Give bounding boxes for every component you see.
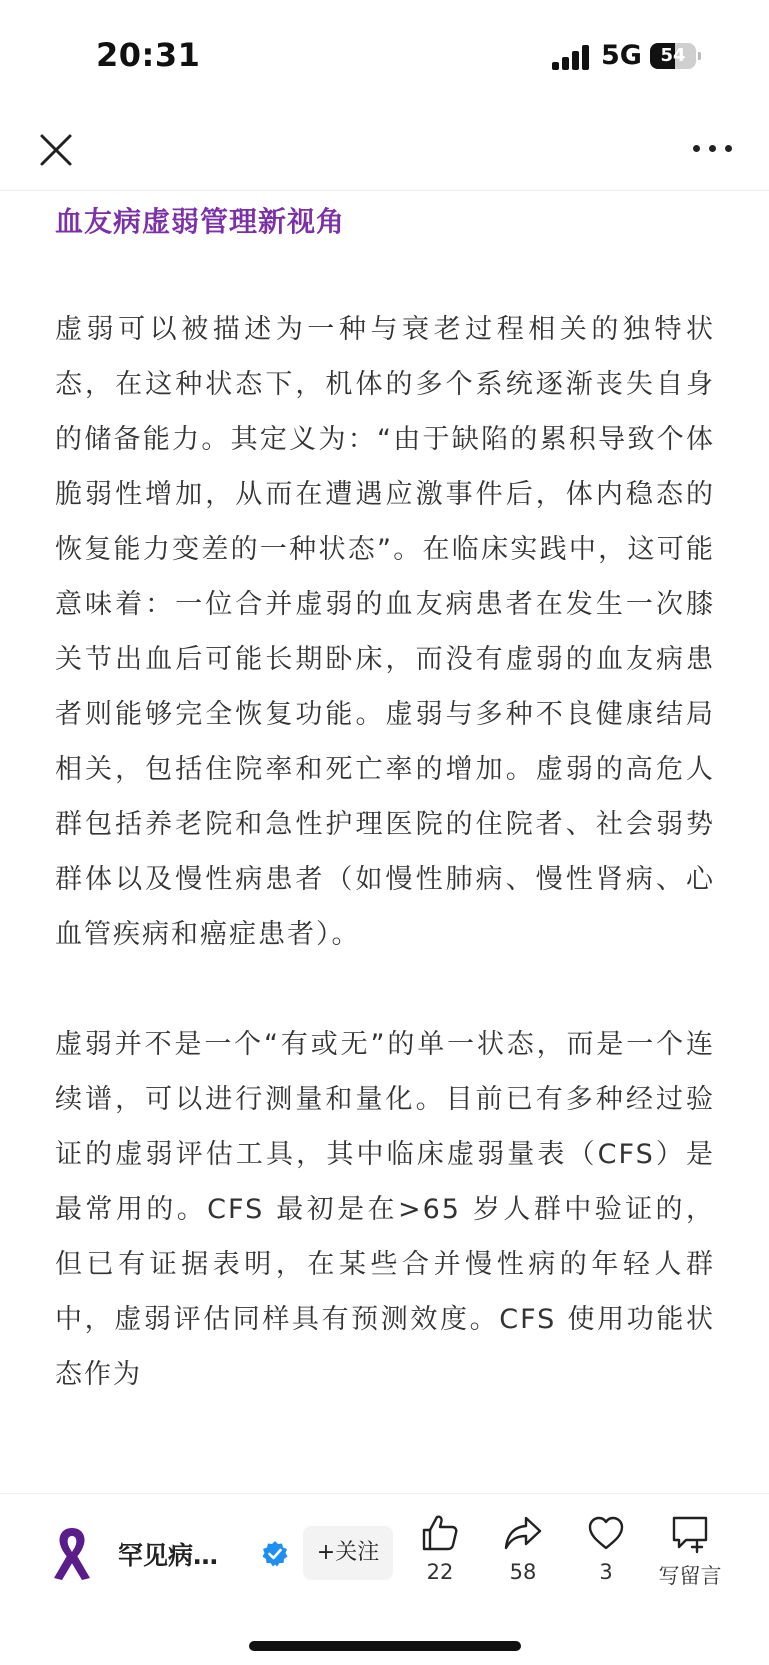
home-indicator[interactable] — [249, 1641, 521, 1651]
account-name[interactable]: 罕见病… — [118, 1541, 219, 1570]
thumbs-up-icon — [419, 1512, 461, 1554]
more-button[interactable] — [690, 140, 736, 156]
network-type: 5G — [601, 40, 642, 71]
share-count: 58 — [509, 1560, 537, 1584]
signal-icon — [552, 44, 590, 70]
battery-icon — [650, 43, 702, 69]
status-time: 20:31 — [96, 36, 201, 74]
heart-icon — [585, 1512, 627, 1554]
favorite-count: 3 — [599, 1560, 613, 1584]
like-button[interactable] — [400, 1512, 480, 1604]
account-avatar[interactable] — [48, 1524, 96, 1584]
like-count: 22 — [426, 1560, 454, 1584]
close-icon — [36, 130, 76, 170]
bottom-action-bar — [0, 1493, 769, 1618]
section-heading: 血友病虚弱管理新视角 — [55, 205, 346, 238]
share-button[interactable] — [483, 1512, 563, 1604]
comment-icon — [669, 1512, 711, 1554]
share-icon — [502, 1512, 544, 1554]
article-paragraph: 虚弱并不是一个“有或无”的单一状态，而是一个连续谱，可以进行测量和量化。目前已有多种经过验证的虚弱评估工具，其中临床虚弱量表（CFS）是最常用的。CFS 最初是在>65 岁人群中验证的，但已有证据表明，在某些合并慢性病的年轻人群中，虚弱评估同样具有预测效度。CFS 使用功能状态作为 — [55, 1029, 715, 1390]
ribbon-logo-icon — [48, 1524, 96, 1584]
article-paragraph: 虚弱可以被描述为一种与衰老过程相关的独特状态，在这种状态下，机体的多个系统逐渐丧失自身的储备能力。其定义为：“由于缺陷的累积导致个体脆弱性增加，从而在遭遇应激事件后，体内稳态的恢复能力变差的一种状态”。在临床实践中，这可能意味着：一位合并虚弱的血友病患者在发生一次膝关节出血后可能长期卧床，而没有虚弱的血友病患者则能够完全恢复功能。虚弱与多种不良健康结局相关，包括住院率和死亡率的增加。虚弱的高危人群包括养老院和急性护理医院的住院者、社会弱势群体以及慢性病患者（如慢性肺病、慢性肾病、心血管疾病和癌症患者）。 — [55, 314, 715, 950]
verified-badge-icon — [261, 1540, 289, 1568]
battery-percent: 54 — [660, 45, 686, 66]
comment-label: 写留言 — [658, 1564, 722, 1588]
comment-button[interactable] — [650, 1512, 730, 1604]
nav-bar — [0, 110, 769, 191]
close-button[interactable] — [36, 130, 76, 170]
article-body — [55, 192, 715, 1490]
favorite-button[interactable] — [566, 1512, 646, 1604]
follow-button[interactable]: +关注 — [303, 1526, 393, 1580]
more-icon — [693, 145, 700, 152]
status-bar — [0, 0, 769, 110]
